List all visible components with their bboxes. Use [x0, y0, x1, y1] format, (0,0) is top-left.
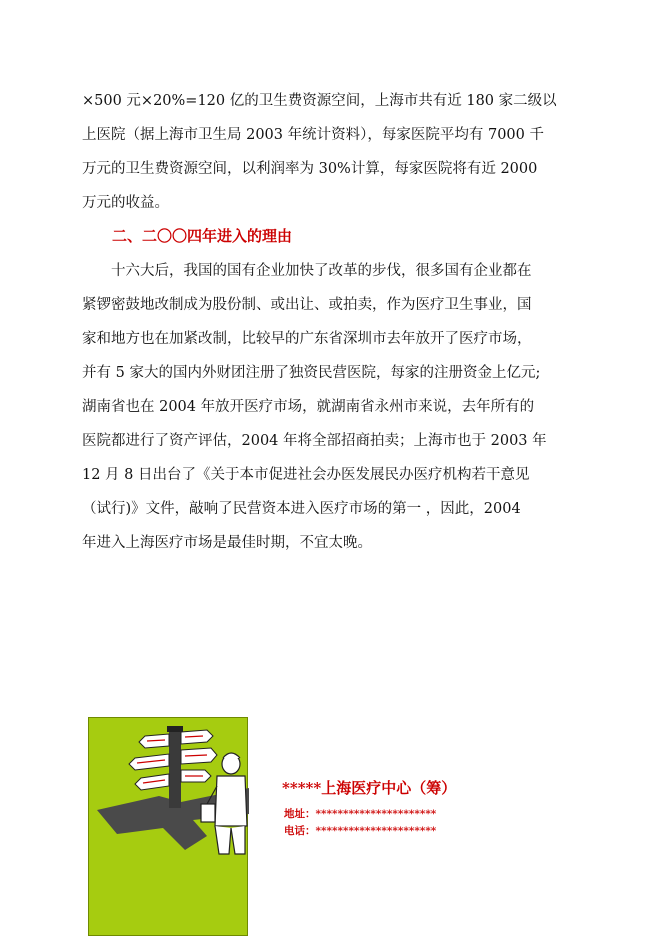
- paragraph-revenue-estimate: [82, 84, 602, 220]
- text-line: （试行)》文件，敲响了民营资本进入医疗市场的第一 ，因此，2004: [82, 501, 521, 517]
- signpost-cap: [167, 726, 183, 732]
- paragraph-reasons: [82, 254, 602, 560]
- text-line: 上医院（据上海市卫生局 2003 年统计资料），每家医院平均有 7000 千: [82, 127, 544, 143]
- text-line: 万元的收益。: [82, 195, 169, 211]
- text-line: 年进入上海医疗市场是最佳时期，不宜太晚。: [82, 535, 372, 551]
- section-heading: 二、二〇〇四年进入的理由: [112, 227, 293, 245]
- phone-label: 电话：: [284, 825, 316, 837]
- address-label: 地址：: [284, 808, 316, 820]
- text-line: 12 月 8 日出台了《关于本市促进社会办医发展民办医疗机构若干意见: [82, 467, 530, 483]
- phone-value: **********************: [315, 825, 437, 837]
- text-line: 湖南省也在 2004 年放开医疗市场，就湖南省永州市来说，去年所有的: [82, 399, 535, 415]
- text-line: 家和地方也在加紧改制，比较早的广东省深圳市去年放开了医疗市场，: [82, 331, 532, 347]
- text-line: 紧锣密鼓地改制成为股份制、或出让、或拍卖，作为医疗卫生事业，国: [82, 297, 532, 313]
- signpost-illustration-card: [88, 717, 248, 936]
- address-line: [284, 806, 436, 822]
- text-line: 并有 5 家大的国内外财团注册了独资民营医院，每家的注册资金上亿元;: [82, 365, 541, 381]
- text-line: 万元的卫生费资源空间，以利润率为 30%计算，每家医院将有近 2000: [82, 161, 538, 177]
- organization-name: *****上海医疗中心（筹）: [282, 779, 457, 797]
- text-line: ×500 元×20%=120 亿的卫生费资源空间，上海市共有近 180 家二级以: [82, 93, 557, 109]
- signpost-pole: [169, 728, 181, 808]
- phone-line: [284, 823, 436, 839]
- businessman-figure: [201, 753, 247, 854]
- text-line: 医院都进行了资产评估，2004 年将全部招商拍卖；上海市也于 2003 年: [82, 433, 547, 449]
- signpost-businessman-illustration-icon: [89, 718, 249, 937]
- text-line: 十六大后，我国的国有企业加快了改革的步伐，很多国有企业都在: [111, 263, 532, 279]
- address-value: **********************: [315, 808, 437, 820]
